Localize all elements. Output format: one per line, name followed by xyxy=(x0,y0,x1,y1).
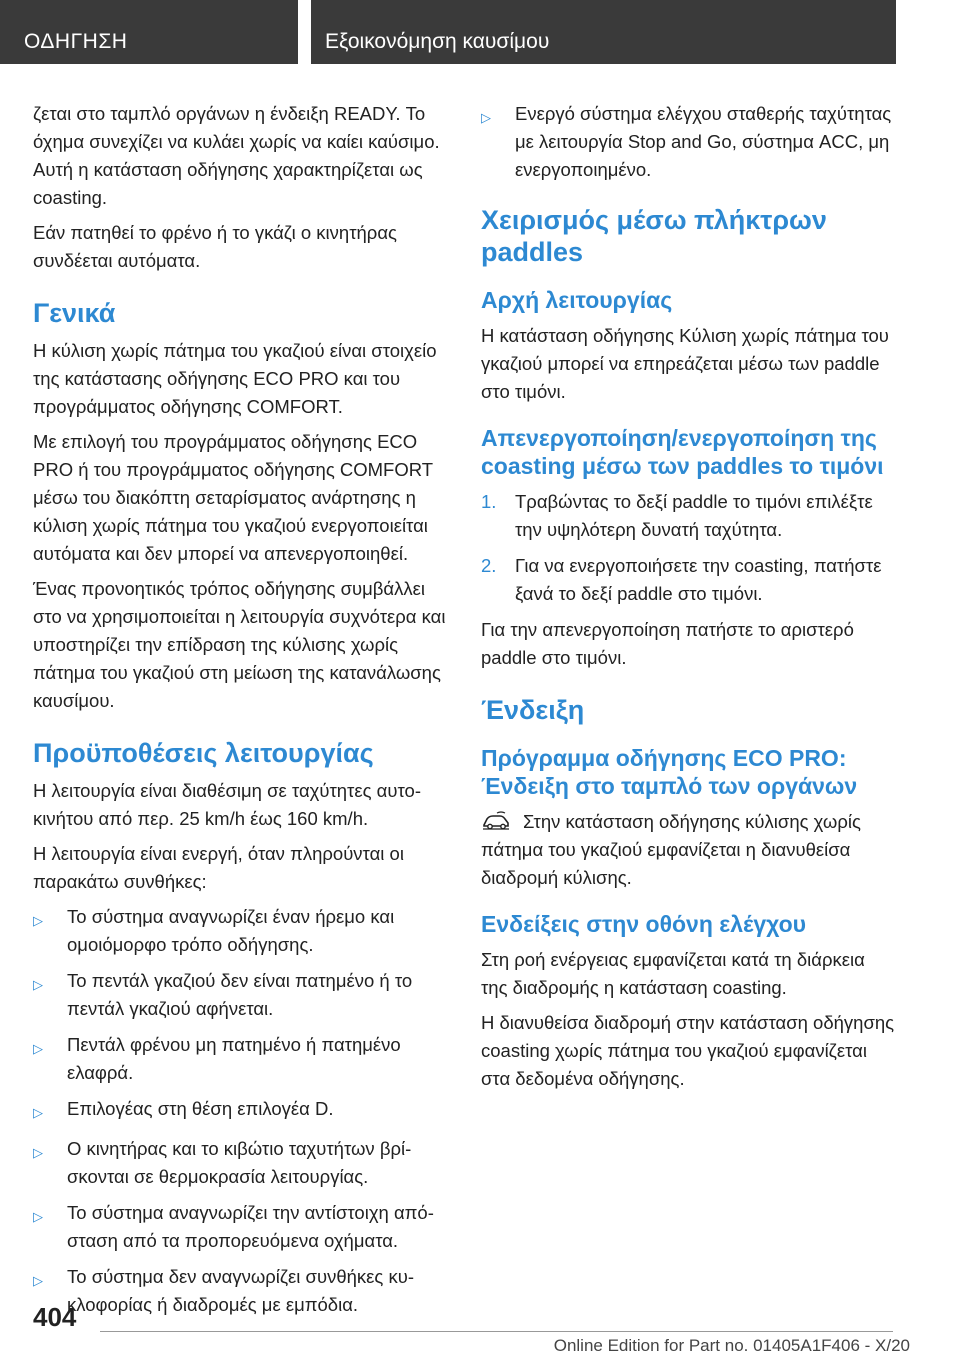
step-item xyxy=(481,488,896,544)
intro-paragraph-2: Εάν πατηθεί το φρένο ή το γκάζι ο κινητήρας συνδέεται αυτόματα. xyxy=(33,222,397,271)
principle-heading: Αρχή λειτουργίας xyxy=(481,287,673,313)
display-heading: Ένδειξη xyxy=(481,695,585,725)
general-paragraph-2: Με επιλογή του προγράμματος οδήγησης ECO PRO ή του προγράμματος οδήγησης COMFORT μέσω του διακόπτη σεταρίσματος ανάρτησης η κύλιση χωρίς πάτημα του γκαζιού ενεργοποιείται αυτόματα και δεν μπορεί να απενεργοποιηθεί. xyxy=(33,431,433,564)
prerequisites-paragraph-2: Η λειτουργία είναι ενεργή, όταν πληρούνται οι παρακάτω συνθήκες: xyxy=(33,843,404,892)
prerequisites-paragraph-1: Η λειτουργία είναι διαθέσιμη σε ταχύτητες αυτοκινήτου από περ. 25 km/h έως 160 km/h. xyxy=(33,780,421,829)
triangle-bullet-icon: ▷ xyxy=(33,1273,43,1288)
triangle-bullet-icon: ▷ xyxy=(33,977,43,992)
left-column xyxy=(33,100,448,1327)
triangle-bullet-icon: ▷ xyxy=(33,1145,43,1160)
general-paragraph-3: Ένας προνοητικός τρόπος οδήγησης συμβάλλει στο να χρησιμοποιείται η λειτουργία συχνότερα και υποστηρίζει την επίδραση της κύλισης χωρίς πάτημα του γκαζιού στη μείωση της κατανάλωσης καυσίμου. xyxy=(33,578,446,711)
list-item xyxy=(481,100,896,184)
step-number: 2. xyxy=(481,555,497,576)
list-item-text: Επιλογέας στη θέση επιλογέα D. xyxy=(67,1098,334,1119)
page-number: 404 xyxy=(33,1302,77,1332)
step-item xyxy=(481,552,896,608)
chapter-title: Εξοικονόμηση καυσίμου xyxy=(311,0,896,64)
list-item-text: Το σύστημα δεν αναγνωρίζει συνθήκες κυκλοφορίας ή διαδρομές με εμπόδια. xyxy=(67,1266,415,1315)
triangle-bullet-icon: ▷ xyxy=(33,1105,43,1120)
list-item xyxy=(33,903,448,959)
general-heading: Γενικά xyxy=(33,298,116,328)
list-item xyxy=(33,1135,448,1191)
general-paragraph-1: Η κύλιση χωρίς πάτημα του γκαζιού είναι στοιχείο της κατάστασης οδήγησης ECO PRO και του προγράμματος οδήγησης COMFORT. xyxy=(33,340,437,417)
list-item xyxy=(33,1031,448,1087)
step-text: Τραβώντας το δεξί paddle το τιμόνι επιλέξτε την υψηλότερη δυνατή ταχύτητα. xyxy=(515,491,873,540)
list-item-text: Το πεντάλ γκαζιού δεν είναι πατημένο ή το πεντάλ γκαζιού αφήνεται. xyxy=(67,970,413,1019)
list-item-text: Το σύστημα αναγνωρίζει την αντίστοιχη απόσταση από τα προπορευόμενα οχήματα. xyxy=(67,1202,434,1251)
list-item-text: Το σύστημα αναγνωρίζει έναν ήρεμο και ομοιόμορφο τρόπο οδήγησης. xyxy=(67,906,395,955)
eco-pro-text: Στην κατάσταση οδήγησης κύλισης χωρίς πάτημα του γκαζιού εμφανίζεται η διανυθείσα διαδρομή κύλισης. xyxy=(481,811,861,888)
screen-paragraph-1: Στη ροή ενέργειας εμφανίζεται κατά τη διάρκεια της διαδρομής η κατάσταση coasting. xyxy=(481,949,865,998)
list-item xyxy=(33,1263,448,1319)
screen-heading: Ενδείξεις στην οθόνη ελέγχου xyxy=(481,911,806,937)
list-item-text: Ο κινητήρας και το κιβώτιο ταχυτήτων βρίσκονται σε θερμοκρασία λειτουργίας. xyxy=(67,1138,412,1187)
screen-paragraph-2: Η διανυθείσα διαδρομή στην κατάσταση οδήγησης coasting χωρίς πάτημα του γκαζιού εμφανίζεται στα δεδομένα οδήγησης. xyxy=(481,1012,895,1089)
triangle-bullet-icon: ▷ xyxy=(33,913,43,928)
coasting-car-icon xyxy=(481,811,511,831)
toggle-paragraph: Για την απενεργοποίηση πατήστε το αριστερό paddle στο τιμόνι. xyxy=(481,619,854,668)
triangle-bullet-icon: ▷ xyxy=(33,1041,43,1056)
right-column xyxy=(481,100,896,1100)
list-item xyxy=(33,1095,448,1127)
step-number: 1. xyxy=(481,491,497,512)
list-item-text: Πεντάλ φρένου μη πατημένο ή πατημένο ελαφρά. xyxy=(67,1034,401,1083)
eco-pro-paragraph xyxy=(481,808,896,892)
list-item xyxy=(33,1199,448,1255)
paddles-heading: Χειρισμός μέσω πλήκτρων paddles xyxy=(481,205,827,267)
section-label: ΟΔΗΓΗΣΗ xyxy=(0,0,298,64)
principle-paragraph: Η κατάσταση οδήγησης Κύλιση χωρίς πάτημα του γκαζιού μπορεί να επηρεάζεται μέσω των paddle στο τιμόνι. xyxy=(481,325,889,402)
intro-paragraph: ζεται στο ταμπλό οργάνων η ένδειξη READY. Το όχημα συνεχίζει να κυλάει χωρίς να καίει καύσιμο. Αυτή η κατάσταση οδήγησης χαρακτηρίζεται ως coasting. xyxy=(33,103,440,208)
triangle-bullet-icon: ▷ xyxy=(33,1209,43,1224)
list-item xyxy=(33,967,448,1023)
footer-divider xyxy=(100,1331,893,1332)
triangle-bullet-icon: ▷ xyxy=(481,110,491,125)
edition-footer: Online Edition for Part no. 01405A1F406 - X/20 xyxy=(553,1336,910,1355)
page-header xyxy=(0,0,960,66)
prerequisites-heading: Προϋποθέσεις λειτουργίας xyxy=(33,738,374,768)
eco-pro-heading: Πρόγραμμα οδήγησης ECO PRO: Ένδειξη στο ταμπλό των οργάνων xyxy=(481,745,858,799)
toggle-heading: Απενεργοποίηση/ενεργοποίηση της coasting μέσω των paddles το τιμόνι xyxy=(481,425,884,479)
list-item-text: Ενεργό σύστημα ελέγχου σταθερής ταχύτητας με λειτουργία Stop and Go, σύστημα ACC, μη ενεργοποιημένο. xyxy=(515,103,892,180)
step-text: Για να ενεργοποιήσετε την coasting, πατήστε ξανά το δεξί paddle στο τιμόνι. xyxy=(515,555,882,604)
